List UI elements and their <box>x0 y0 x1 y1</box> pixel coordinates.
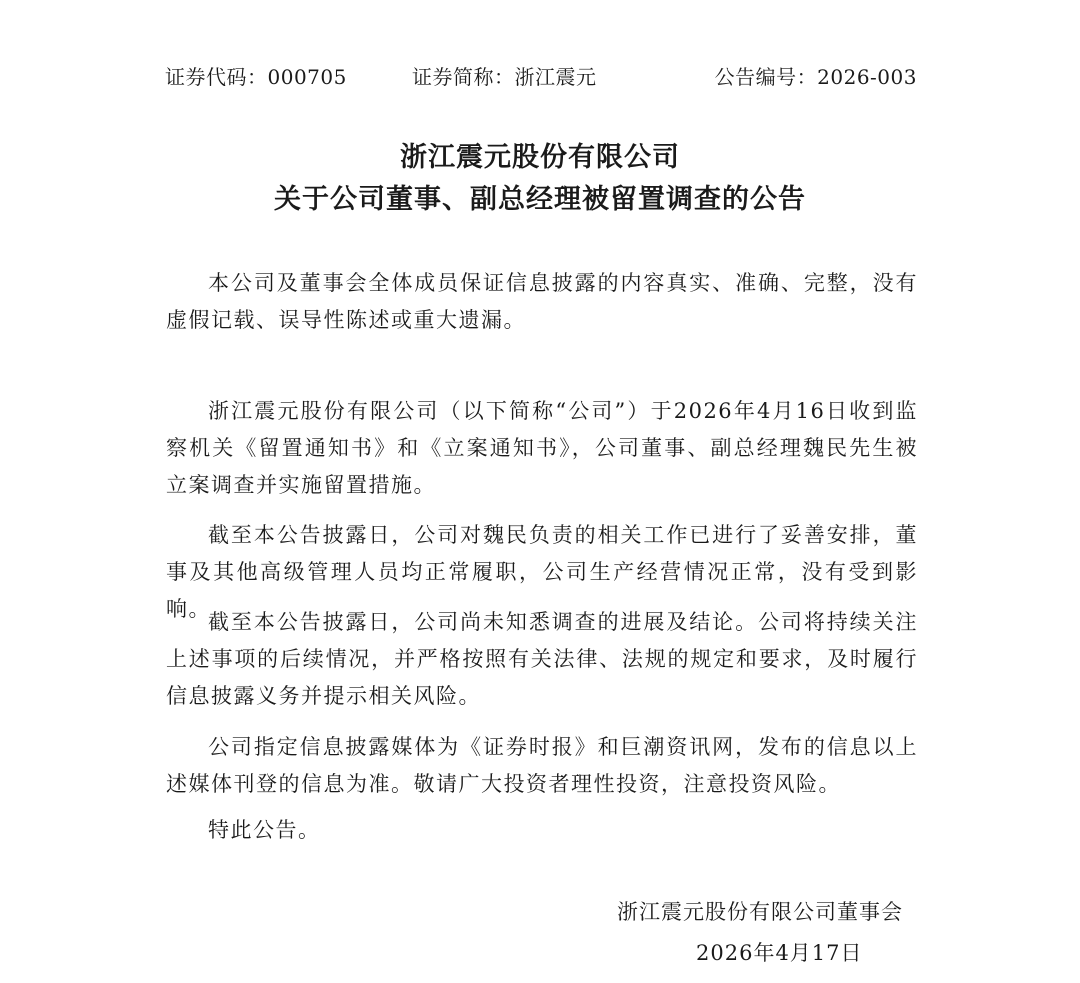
company-title: 浙江震元股份有限公司 <box>400 142 680 173</box>
body-paragraph: 截至本公告披露日，公司尚未知悉调查的进展及结论。公司将持续关注上述事项的后续情况，并严格按照有关法律、法规的规定和要求，及时履行信息披露义务并提示相关风险。 <box>166 610 918 708</box>
stock-abbreviation: 证券简称：浙江震元 <box>412 65 597 89</box>
body-paragraph: 截至本公告披露日，公司对魏民负责的相关工作已进行了妥善安排，董事及其他高级管理人员均正常履职，公司生产经营情况正常，没有受到影响。 <box>166 523 918 621</box>
body-paragraph: 公司指定信息披露媒体为《证券时报》和巨潮资讯网，发布的信息以上述媒体刊登的信息为准。敬请广大投资者理性投资，注意投资风险。 <box>166 735 918 796</box>
signature-organization: 浙江震元股份有限公司董事会 <box>617 900 903 924</box>
body-paragraph: 浙江震元股份有限公司（以下简称“公司”）于2026年4月16日收到监察机关《留置通知书》和《立案通知书》，公司董事、副总经理魏民先生被立案调查并实施留置措施。 <box>166 399 918 497</box>
stock-code: 证券代码：000705 <box>165 65 347 89</box>
disclaimer-paragraph: 本公司及董事会全体成员保证信息披露的内容真实、准确、完整，没有虚假记载、误导性陈述或重大遗漏。 <box>166 271 918 332</box>
signature-date: 2026年4月17日 <box>696 941 863 965</box>
closing-paragraph: 特此公告。 <box>208 818 321 842</box>
announcement-header <box>165 62 917 92</box>
announcement-number: 公告编号：2026-003 <box>714 65 917 89</box>
announcement-title: 关于公司董事、副总经理被留置调查的公告 <box>274 184 806 215</box>
